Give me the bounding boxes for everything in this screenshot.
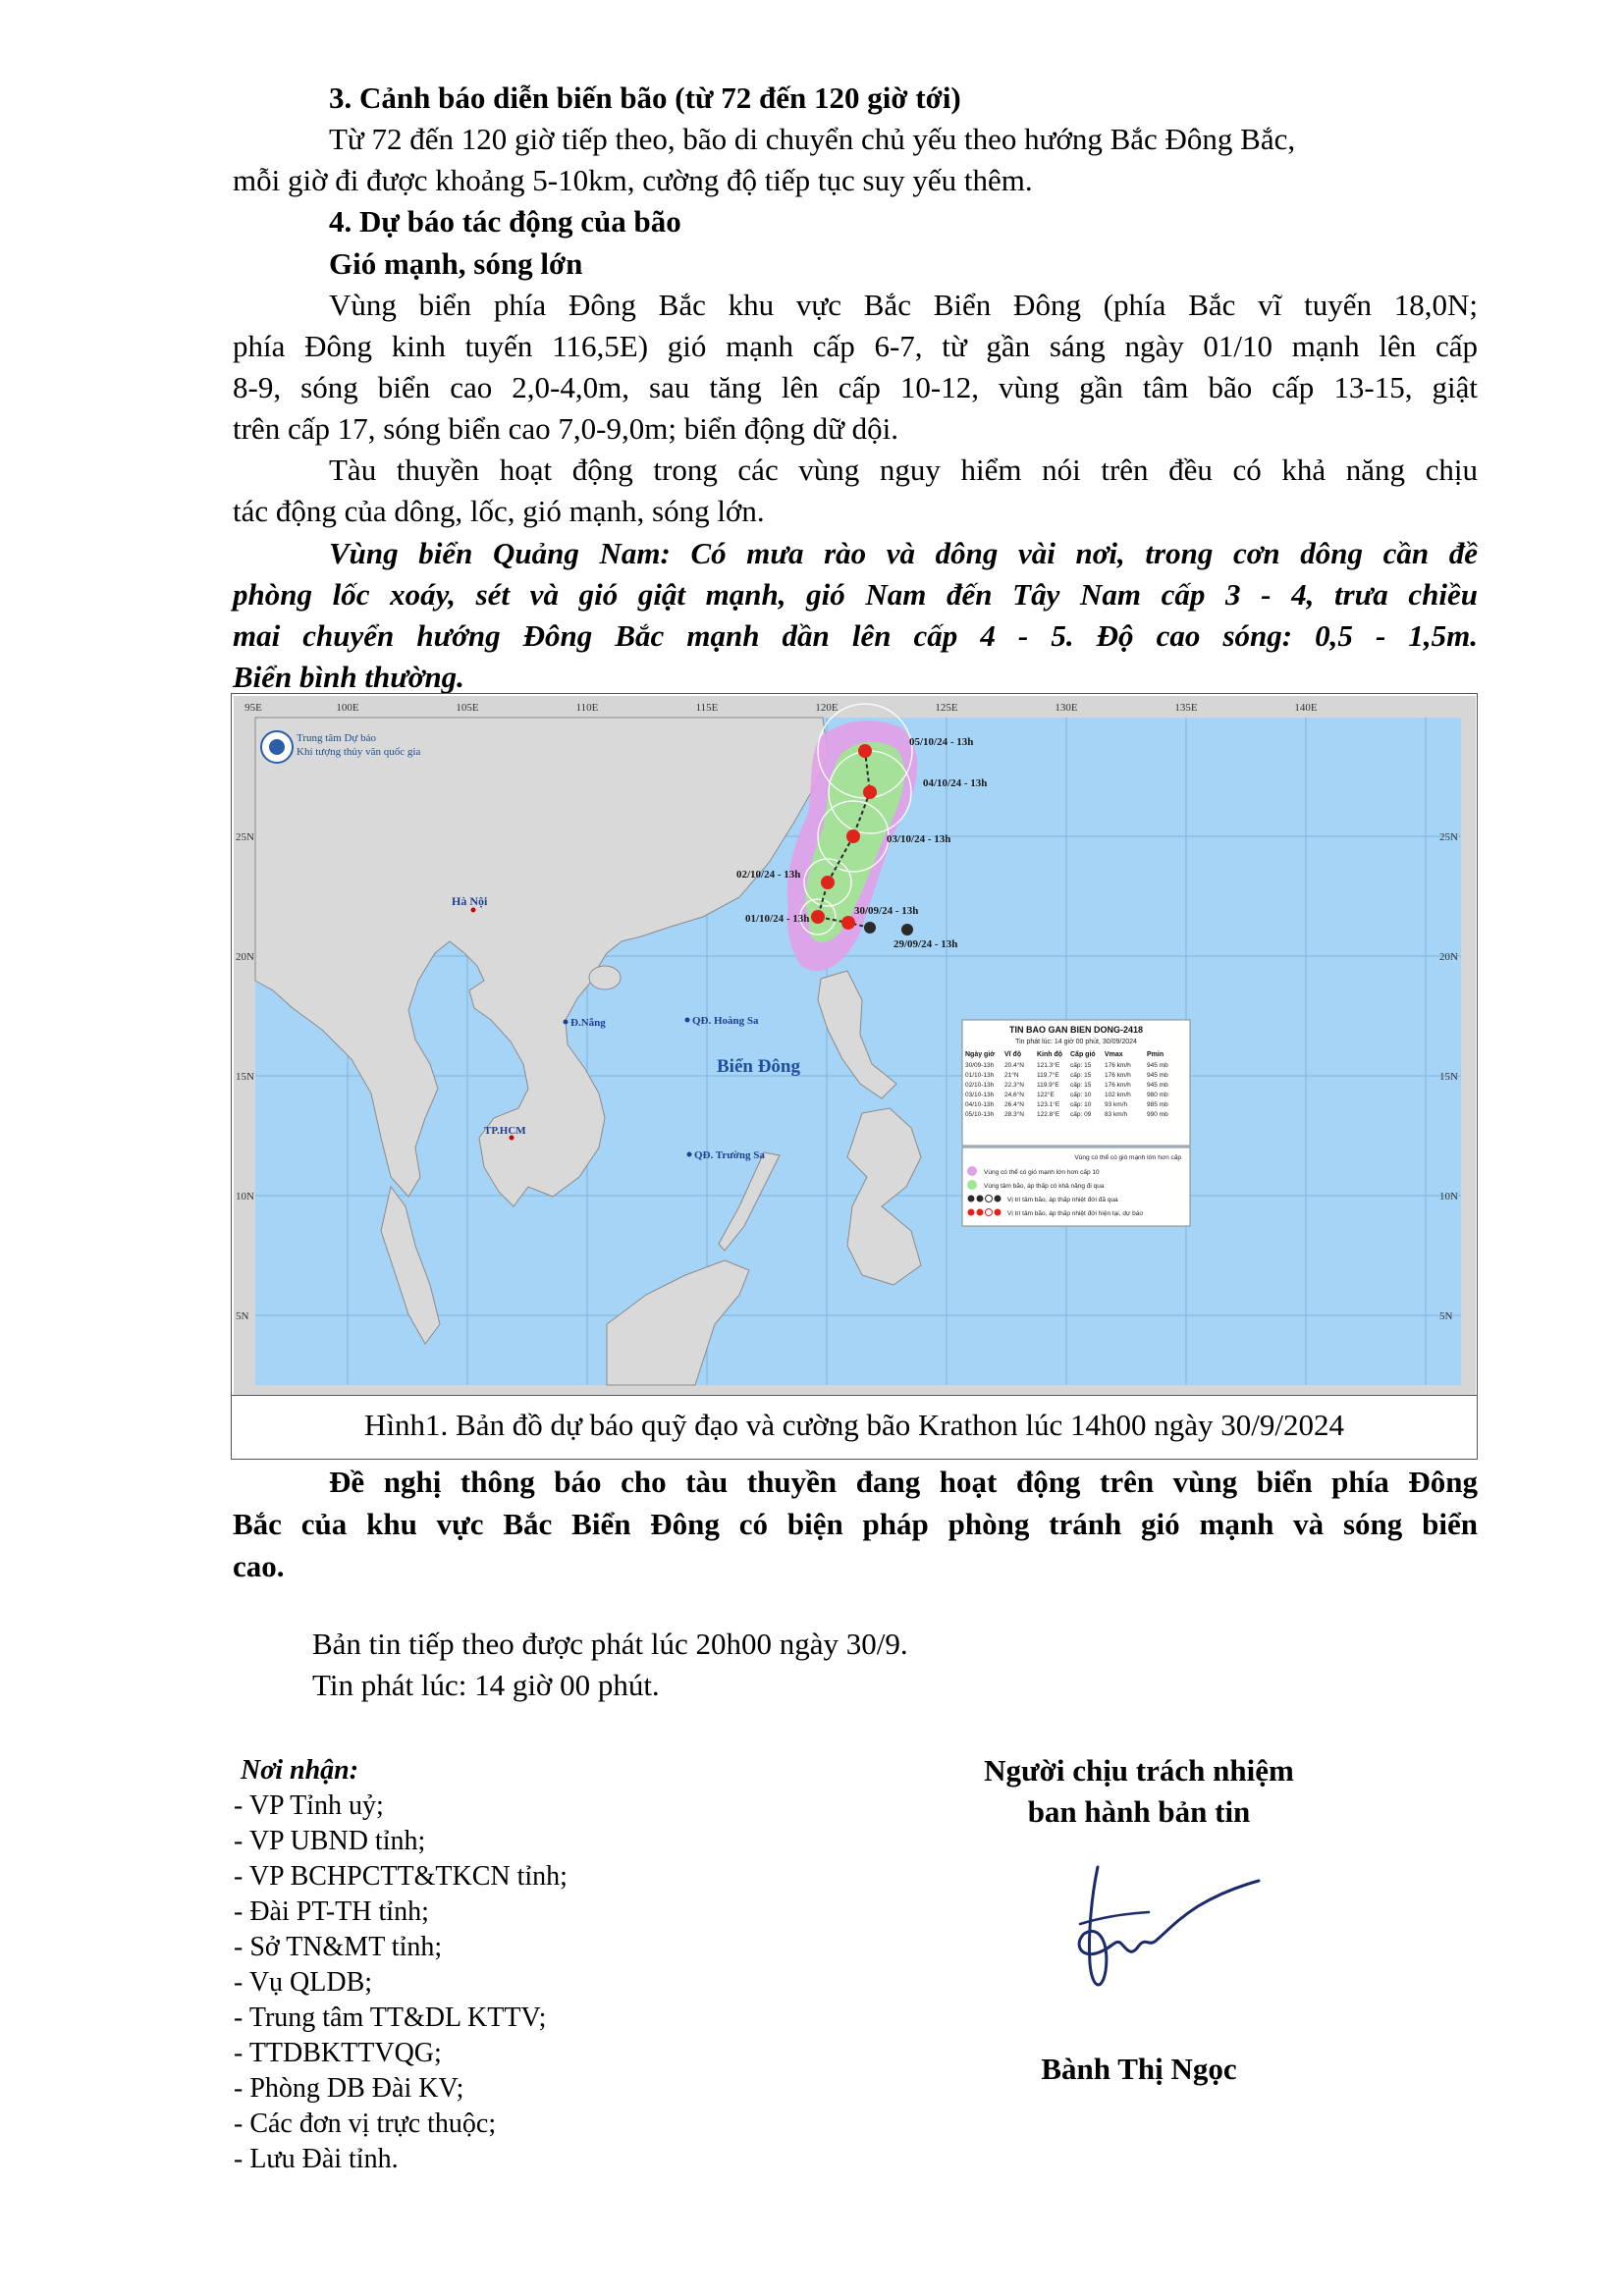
signature-title-line2: ban hành bản tin xyxy=(1027,1794,1251,1829)
cell: 20.4°N xyxy=(1004,1062,1024,1069)
cell: cấp: 15 xyxy=(1070,1072,1092,1079)
lon-label: 100E xyxy=(336,702,359,714)
track-label: 01/10/24 - 13h xyxy=(745,913,810,925)
track-label: 30/09/24 - 13h xyxy=(854,905,919,917)
lon-label: 130E xyxy=(1055,702,1078,714)
section4-p1-line1: Vùng biển phía Đông Bắc khu vực Bắc Biển Đông (phía Bắc vĩ tuyến 18,0N; xyxy=(329,288,1478,322)
cell: 990 mb xyxy=(1147,1111,1168,1118)
issued-time-note: Tin phát lúc: 14 giờ 00 phút. xyxy=(312,1668,660,1702)
storm-past-marker xyxy=(864,922,876,934)
section4-p3-line2: phòng lốc xoáy, sét và gió giật mạnh, gió Nam đến Tây Nam cấp 3 - 4, trưa chiều xyxy=(233,577,1478,612)
lon-label: 95E xyxy=(244,702,262,714)
cell: 30/09-13h xyxy=(965,1062,995,1069)
lon-label: 120E xyxy=(815,702,839,714)
track-label: 03/10/24 - 13h xyxy=(887,833,951,845)
cell: 176 km/h xyxy=(1105,1062,1131,1069)
signer-name: Bành Thị Ngọc xyxy=(1041,2052,1237,2086)
section4-p2-line2: tác động của dông, lốc, gió mạnh, sóng lớn. xyxy=(233,494,765,528)
place-truongsa: QĐ. Trường Sa xyxy=(694,1149,765,1161)
lon-label: 135E xyxy=(1174,702,1198,714)
figure-caption-box xyxy=(231,1395,1478,1460)
bulletin-col-header: Pmin xyxy=(1147,1051,1164,1058)
cell: 28.3°N xyxy=(1004,1111,1024,1118)
cell: 122.8°E xyxy=(1037,1111,1060,1118)
lon-label: 105E xyxy=(456,702,479,714)
section3-line2: mỗi giờ đi được khoảng 5-10km, cường độ tiếp tục suy yếu thêm. xyxy=(233,163,1033,197)
section4-p3-line1: Vùng biển Quảng Nam: Có mưa rào và dông vài nơi, trong cơn dông cần đề xyxy=(329,536,1478,570)
storm-icon-black xyxy=(901,924,913,935)
recipient-item: - VP UBND tỉnh; xyxy=(234,1826,426,1856)
recipient-item: - VP Tỉnh uỷ; xyxy=(234,1790,384,1821)
storm-forecast-marker xyxy=(846,829,860,843)
recipient-item: - Đài PT-TH tỉnh; xyxy=(234,1896,429,1927)
place-hcm: TP.HCM xyxy=(484,1125,526,1137)
cell: 26.4°N xyxy=(1004,1101,1024,1108)
cell: 22.3°N xyxy=(1004,1082,1024,1089)
legend-item: Vị trí tâm bão, áp thấp nhiệt đới hiện tại, dự báo xyxy=(1007,1210,1143,1217)
section3-line1: Từ 72 đến 120 giờ tiếp theo, bão di chuyển chủ yếu theo hướng Bắc Đông Bắc, xyxy=(329,122,1296,156)
agency-logo xyxy=(261,731,293,763)
next-bulletin-note: Bản tin tiếp theo được phát lúc 20h00 ngày 30/9. xyxy=(312,1627,908,1661)
storm-forecast-marker xyxy=(811,910,825,924)
lat-label: 15N xyxy=(236,1071,254,1083)
lon-label: 125E xyxy=(935,702,958,714)
recipient-item: - Các đơn vị trực thuộc; xyxy=(234,2109,497,2139)
storm-forecast-marker xyxy=(821,876,835,889)
cell: 121.3°E xyxy=(1037,1062,1060,1069)
track-label: 29/09/24 - 13h xyxy=(893,938,958,950)
section4-heading: 4. Dự báo tác động của bão xyxy=(329,204,681,239)
lat-label: 5N xyxy=(236,1310,249,1322)
recipient-item: - Phòng DB Đài KV; xyxy=(234,2073,464,2104)
cell: 176 km/h xyxy=(1105,1072,1131,1079)
cell: 122°E xyxy=(1037,1092,1055,1098)
track-label: 04/10/24 - 13h xyxy=(923,777,988,789)
cell: 102 km/h xyxy=(1105,1092,1131,1098)
figure-caption: Hình1. Bản đồ dự báo quỹ đạo và cường bão Krathon lúc 14h00 ngày 30/9/2024 xyxy=(364,1408,1344,1442)
lat-label: 25N xyxy=(1439,831,1458,843)
legend-item: Vị trí tâm bão, áp thấp nhiệt đới đã qua xyxy=(1007,1197,1118,1203)
cell: 985 mb xyxy=(1147,1101,1168,1108)
section4-p1-line3: 8-9, sóng biển cao 2,0-4,0m, sau tăng lên cấp 10-12, vùng gần tâm bão cấp 13-15, giật xyxy=(233,370,1478,404)
agency-logo-core xyxy=(269,739,285,755)
bulletin-col-header: Kinh độ xyxy=(1037,1051,1063,1058)
legend-purple-swatch xyxy=(967,1166,977,1176)
cell: 21°N xyxy=(1004,1072,1019,1079)
hanoi-dot xyxy=(471,908,476,913)
lat-label: 20N xyxy=(1439,951,1458,963)
cell: cấp: 15 xyxy=(1070,1082,1092,1089)
lon-label: 110E xyxy=(575,702,599,714)
cell: 123.1°E xyxy=(1037,1101,1060,1108)
section3-heading: 3. Cảnh báo diễn biến bão (từ 72 đến 120 giờ tới) xyxy=(329,80,961,115)
recipient-item: - VP BCHPCTT&TKCN tỉnh; xyxy=(234,1861,568,1892)
lat-label: 25N xyxy=(236,831,254,843)
section4-subheading: Gió mạnh, sóng lớn xyxy=(329,246,583,281)
bulletin-col-header: Ngày giờ xyxy=(965,1051,996,1058)
recipient-item: - Lưu Đài tỉnh. xyxy=(234,2144,399,2174)
cell: 93 km/h xyxy=(1105,1101,1128,1108)
lat-label: 15N xyxy=(1439,1071,1458,1083)
legend-green-swatch xyxy=(967,1180,977,1190)
cell: cấp: 10 xyxy=(1070,1092,1092,1098)
agency-name-2: Khí tượng thủy văn quốc gia xyxy=(297,746,421,758)
recipient-item: - Trung tâm TT&DL KTTV; xyxy=(234,2002,547,2033)
cell: 119.9°E xyxy=(1037,1082,1059,1089)
cell: 24.6°N xyxy=(1004,1092,1024,1098)
section4-p3-line4: Biển bình thường. xyxy=(233,660,464,694)
danang-dot xyxy=(564,1020,568,1025)
bulletin-col-header: Cấp gió xyxy=(1070,1051,1096,1058)
legend-item: Vùng tâm bão, áp thấp có khả năng đi qua xyxy=(984,1183,1105,1190)
cell: 945 mb xyxy=(1147,1072,1168,1079)
cell: 176 km/h xyxy=(1105,1082,1131,1089)
cell: 945 mb xyxy=(1147,1082,1168,1089)
place-hoangsa: QĐ. Hoàng Sa xyxy=(692,1015,759,1027)
cell: cấp: 10 xyxy=(1070,1101,1092,1108)
bulletin-col-header: Vĩ độ xyxy=(1004,1051,1022,1058)
storm-forecast-map xyxy=(231,693,1478,1460)
handwritten-signature xyxy=(1041,1855,1276,2002)
section4-p1-line2: phía Đông kinh tuyến 116,5E) gió mạnh cấp 6-7, từ gần sáng ngày 01/10 mạnh lên cấp xyxy=(233,329,1478,363)
map-canvas xyxy=(234,696,1476,1398)
section4-p1-line4: trên cấp 17, sóng biển cao 7,0-9,0m; biển động dữ dội. xyxy=(233,411,899,446)
place-hanoi: Hà Nội xyxy=(452,894,488,908)
cell: 980 mb xyxy=(1147,1092,1168,1098)
lat-label: 20N xyxy=(236,951,254,963)
cell: 119.7°E xyxy=(1037,1072,1059,1079)
cell: 02/10-13h xyxy=(965,1082,995,1089)
place-bien-dong: Biển Đông xyxy=(717,1056,800,1077)
track-label: 02/10/24 - 13h xyxy=(736,869,801,881)
agency-name-1: Trung tâm Dự báo xyxy=(297,732,377,744)
track-label: 05/10/24 - 13h xyxy=(909,736,974,748)
recommend-line3: cao. xyxy=(233,1549,285,1583)
cell: cấp: 15 xyxy=(1070,1062,1092,1069)
recipients-title: Nơi nhận: xyxy=(241,1755,359,1786)
bulletin-col-header: Vmax xyxy=(1105,1051,1123,1058)
place-danang: Đ.Nẵng xyxy=(570,1017,606,1029)
recipient-item: - Sở TN&MT tỉnh; xyxy=(234,1932,443,1962)
lon-label: 115E xyxy=(695,702,719,714)
cell: 05/10-13h xyxy=(965,1111,995,1118)
hoangsa-dot xyxy=(685,1018,690,1023)
recommend-line2: Bắc của khu vực Bắc Biển Đông có biện pháp phòng tránh gió mạnh và sóng biển xyxy=(233,1507,1478,1541)
storm-current-marker xyxy=(841,916,855,930)
bulletin-panel xyxy=(962,1020,1190,1226)
lat-label: 10N xyxy=(1439,1191,1458,1202)
cell: 03/10-13h xyxy=(965,1092,995,1098)
cell: 04/10-13h xyxy=(965,1101,995,1108)
bulletin-issued: Tin phát lúc: 14 giờ 00 phút, 30/09/2024 xyxy=(1015,1039,1137,1045)
legend-item: Vùng có thể có gió mạnh lớn hơn cấp 10 xyxy=(984,1169,1100,1176)
hainan-island xyxy=(589,966,621,989)
cell: cấp: 09 xyxy=(1070,1111,1092,1118)
recipient-item: - Vụ QLDB; xyxy=(234,1967,373,1998)
cell: 01/10-13h xyxy=(965,1072,995,1079)
signature-title-line1: Người chịu trách nhiệm xyxy=(984,1753,1294,1788)
recommend-line1: Đề nghị thông báo cho tàu thuyền đang hoạt động trên vùng biển phía Đông xyxy=(329,1465,1478,1499)
recipient-item: - TTDBKTTVQG; xyxy=(234,2038,442,2068)
bulletin-title: TIN BAO GAN BIEN DONG-2418 xyxy=(1008,1025,1144,1035)
lat-label: 10N xyxy=(236,1191,254,1202)
storm-forecast-marker xyxy=(863,785,877,799)
cell: 945 mb xyxy=(1147,1062,1168,1069)
storm-forecast-marker xyxy=(858,744,872,758)
cell: 83 km/h xyxy=(1105,1111,1128,1118)
lat-label: 5N xyxy=(1439,1310,1453,1322)
legend-title: Vùng có thể có gió mạnh lớn hơn cấp xyxy=(1074,1154,1181,1161)
section4-p3-line3: mai chuyển hướng Đông Bắc mạnh dần lên cấp 4 - 5. Độ cao sóng: 0,5 - 1,5m. xyxy=(233,618,1478,653)
section4-p2-line1: Tàu thuyền hoạt động trong các vùng nguy hiểm nói trên đều có khả năng chịu xyxy=(329,453,1478,487)
truongsa-dot xyxy=(687,1152,692,1157)
lon-label: 140E xyxy=(1294,702,1318,714)
